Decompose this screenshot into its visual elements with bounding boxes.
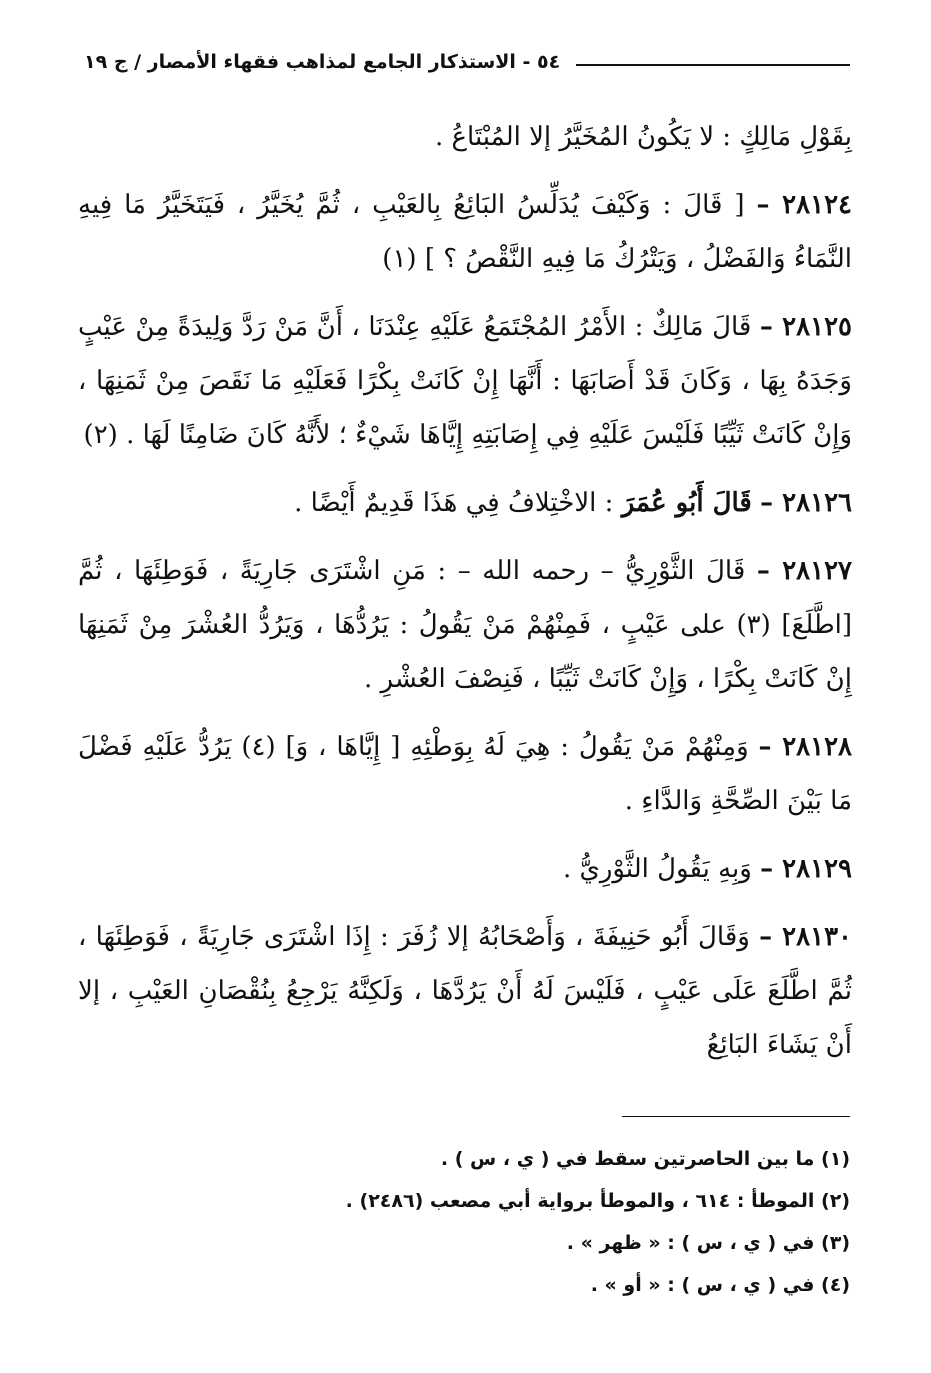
paragraph bbox=[78, 178, 852, 286]
paragraph-text: وَبِهِ يَقُولُ الثَّوْرِيُّ . bbox=[563, 854, 752, 884]
paragraph-text: قَالَ مَالِكٌ : الأَمْرُ المُجْتَمَعُ عَلَيْهِ عِنْدَنَا ، أَنَّ مَنْ رَدَّ وَلِيدَةً مِنْ عَيْبٍ وَجَدَهُ بِهَا ، وَكَانَ قَدْ أَصَابَهَا : أَنَّهَا إِنْ كَانَتْ بِكْرًا فَعَلَيْهِ مَا نَقَصَ مِنْ ثَمَنِهَا ، وَإِنْ كَانَتْ ثَيِّبًا فَلَيْسَ عَلَيْهِ فِي إِصَابَتِهِ إِيَّاهَا شَيْءٌ ؛ لأَنَّهُ كَانَ ضَامِنًا لَهَا . (٢) bbox=[78, 312, 852, 450]
paragraph-number: ٢٨١٢٧ – bbox=[756, 556, 853, 586]
paragraph bbox=[78, 300, 852, 462]
paragraph-text: وَقَالَ أَبُو حَنِيفَةَ ، وَأَصْحَابُهُ إلا زُفَرَ : إِذَا اشْتَرَى جَارِيَةً ، فَوَطِئَهَا ، ثُمَّ اطَّلَعَ عَلَى عَيْبٍ ، فَلَيْسَ لَهُ أَنْ يَرُدَّهَا ، وَلَكِنَّهُ يَرْجِعُ بِنُقْصَانِ العَيْبِ ، إلا أَنْ يَشَاءَ البَائِعُ bbox=[78, 922, 852, 1060]
paragraph-text: قَالَ الثَّوْرِيُّ – رحمه الله – : مَنِ اشْتَرَى جَارِيَةً ، فَوَطِئَهَا ، ثُمَّ [اطَّلَعَ] (٣) على عَيْبٍ ، فَمِنْهُمْ مَنْ يَقُولُ : يَرُدُّهَا ، وَيَرُدُّ العُشْرَ مِنْ ثَمَنِهَا إِنْ كَانَتْ بِكْرًا ، وَإِنْ كَانَتْ ثَيِّبًا ، فَنِصْفَ العُشْرِ . bbox=[78, 556, 852, 694]
paragraph bbox=[78, 110, 852, 164]
header-rule bbox=[576, 64, 850, 66]
footnote: (١) ما بين الحاصرتين سقط في ( ي ، س ) . bbox=[440, 1148, 850, 1170]
paragraph-text: : الاخْتِلافُ فِي هَذَا قَدِيمٌ أَيْضًا . bbox=[294, 488, 614, 518]
page-header bbox=[84, 44, 850, 80]
paragraph-number: ٢٨١٢٦ – bbox=[760, 488, 852, 518]
speaker-name: قَالَ أَبُو عُمَرَ bbox=[621, 488, 752, 518]
paragraph-number: ٢٨١٢٤ – bbox=[756, 190, 852, 220]
paragraph-number: ٢٨١٢٨ – bbox=[758, 732, 853, 762]
paragraph-text: [ قَالَ : وَكَيْفَ يُدَلِّسُ البَائِعُ بِالعَيْبِ ، ثُمَّ يُخَيَّرُ ، فَيَتَخَيَّرُ مَا فِيهِ النَّمَاءُ وَالفَضْلُ ، وَيَتْرُكُ مَا فِيهِ النَّقْصُ ؟ ] (١) bbox=[78, 190, 852, 274]
main-text bbox=[78, 110, 852, 1086]
footnotes bbox=[80, 1138, 850, 1306]
footnote-separator bbox=[622, 1116, 850, 1117]
paragraph-text: بِقَوْلِ مَالِكٍ : لا يَكُونُ المُخَيَّرُ إلا المُبْتَاعُ . bbox=[435, 122, 852, 152]
footnote: (٣) في ( ي ، س ) : « ظهر » . bbox=[566, 1232, 850, 1254]
running-head: ٥٤ - الاستذكار الجامع لمذاهب فقهاء الأمصار / ج ١٩ bbox=[84, 51, 561, 73]
paragraph bbox=[78, 910, 852, 1072]
paragraph-text: وَمِنْهُمْ مَنْ يَقُولُ : هِيَ لَهُ بِوَطْئِهِ [ إِيَّاهَا ، وَ] (٤) يَرُدُّ عَلَيْهِ فَضْلَ مَا بَيْنَ الصِّحَّةِ وَالدَّاءِ . bbox=[78, 732, 852, 816]
paragraph bbox=[78, 720, 852, 828]
footnote: (٢) الموطأ : ٦١٤ ، والموطأ برواية أبي مصعب (٢٤٨٦) . bbox=[345, 1190, 850, 1212]
paragraph-number: ٢٨١٢٥ – bbox=[759, 312, 852, 342]
paragraph bbox=[78, 842, 852, 896]
paragraph bbox=[78, 544, 852, 706]
footnote: (٤) في ( ي ، س ) : « أو » . bbox=[590, 1274, 850, 1296]
paragraph bbox=[78, 476, 852, 530]
paragraph-number: ٢٨١٣٠ – bbox=[759, 922, 852, 952]
paragraph-number: ٢٨١٢٩ – bbox=[760, 854, 852, 884]
